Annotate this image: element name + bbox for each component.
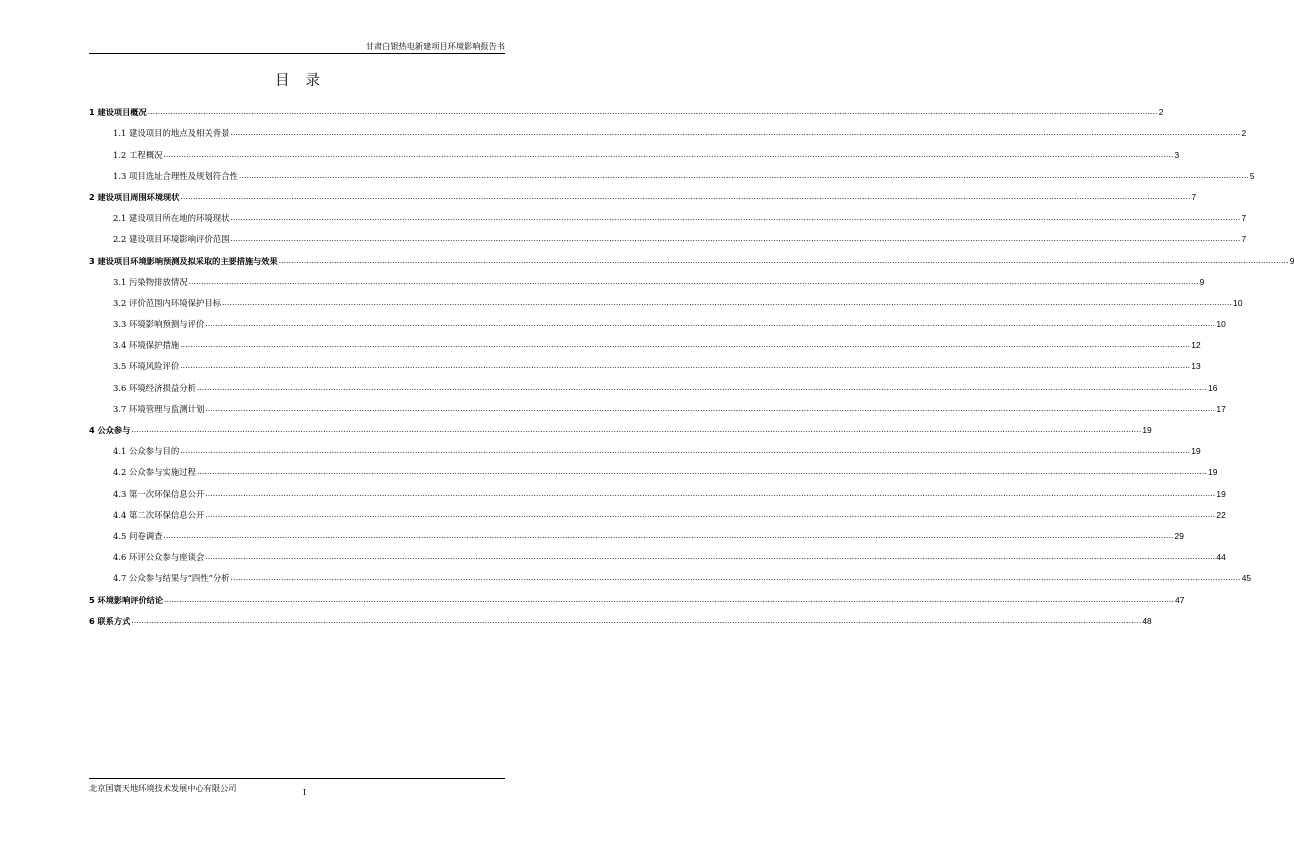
- toc-dot-leader: ................................................................................................................................................................................................................................................................................................................................................................................................................: [147, 108, 1158, 117]
- toc-dot-leader: ................................................................................................................................................................................................................................................................................................................................................................................................................: [180, 192, 1191, 201]
- toc-chapter-entry[interactable]: [89, 607, 1152, 628]
- toc-entry-page: 9: [1289, 255, 1294, 266]
- toc-section-entry[interactable]: [89, 501, 1226, 522]
- toc-section-entry[interactable]: [89, 268, 1205, 289]
- toc-section-entry[interactable]: [89, 119, 1247, 140]
- header-title: 甘肃白银热电新建项目环境影响报告书: [365, 41, 505, 51]
- toc-section-entry[interactable]: [89, 225, 1247, 246]
- toc-entry-label: 4.2 公众参与实施过程: [113, 467, 196, 478]
- toc-dot-leader: ................................................................................................................................................................................................................................................................................................................................................................................................................: [238, 171, 1249, 180]
- toc-entry-label: 2.2 建设项目环境影响评价范围: [113, 234, 230, 245]
- toc-entry-label: 4.6 环评公众参与座谈会: [113, 552, 205, 563]
- page-number: I: [303, 788, 307, 797]
- toc-dot-leader: ................................................................................................................................................................................................................................................................................................................................................................................................................: [205, 553, 1216, 562]
- toc-section-entry[interactable]: [89, 331, 1201, 352]
- table-of-contents: [89, 98, 1294, 628]
- toc-entry-label: 3.7 环境管理与监测计划: [113, 403, 205, 414]
- toc-entry-page: 47: [1175, 594, 1185, 605]
- toc-section-entry[interactable]: [89, 543, 1226, 564]
- toc-dot-leader: ................................................................................................................................................................................................................................................................................................................................................................................................................: [180, 341, 1191, 350]
- toc-dot-leader: ................................................................................................................................................................................................................................................................................................................................................................................................................: [230, 574, 1241, 583]
- toc-entry-page: 7: [1241, 213, 1247, 224]
- toc-entry-label: 3.2 评价范围内环境保护目标: [113, 297, 222, 308]
- toc-chapter-entry[interactable]: [89, 246, 1294, 267]
- toc-chapter-entry[interactable]: [89, 416, 1152, 437]
- toc-entry-label: 2 建设项目周围环境现状: [89, 191, 180, 202]
- toc-entry-page: 10: [1233, 297, 1243, 308]
- toc-section-entry[interactable]: [89, 289, 1243, 310]
- toc-section-entry[interactable]: [89, 458, 1218, 479]
- toc-section-entry[interactable]: [89, 204, 1247, 225]
- toc-entry-page: 48: [1142, 615, 1152, 626]
- toc-section-entry[interactable]: [89, 140, 1180, 161]
- toc-entry-label: 1.2 工程概况: [113, 149, 163, 160]
- toc-dot-leader: ................................................................................................................................................................................................................................................................................................................................................................................................................: [163, 531, 1174, 540]
- toc-entry-label: 4.5 问卷调查: [113, 530, 163, 541]
- toc-dot-leader: ................................................................................................................................................................................................................................................................................................................................................................................................................: [163, 150, 1174, 159]
- toc-entry-page: 7: [1191, 191, 1197, 202]
- toc-section-entry[interactable]: [89, 522, 1184, 543]
- toc-entry-page: 44: [1216, 552, 1226, 563]
- toc-entry-label: 1.1 建设项目的地点及相关背景: [113, 128, 230, 139]
- toc-entry-page: 13: [1191, 361, 1201, 372]
- toc-entry-page: 5: [1249, 170, 1255, 181]
- toc-entry-page: 2: [1158, 107, 1164, 118]
- toc-dot-leader: ................................................................................................................................................................................................................................................................................................................................................................................................................: [222, 298, 1233, 307]
- toc-entry-label: 3.3 环境影响预测与评价: [113, 319, 205, 330]
- toc-dot-leader: ................................................................................................................................................................................................................................................................................................................................................................................................................: [196, 383, 1208, 392]
- toc-entry-label: 6 联系方式: [89, 615, 131, 626]
- toc-dot-leader: ................................................................................................................................................................................................................................................................................................................................................................................................................: [180, 362, 1191, 371]
- toc-entry-label: 5 环境影响评价结论: [89, 594, 164, 605]
- toc-section-entry[interactable]: [89, 373, 1218, 394]
- toc-section-entry[interactable]: [89, 352, 1201, 373]
- toc-entry-page: 22: [1216, 509, 1226, 520]
- toc-entry-label: 3.5 环境风险评价: [113, 361, 180, 372]
- toc-entry-label: 2.1 建设项目所在地的环境现状: [113, 213, 230, 224]
- toc-dot-leader: ................................................................................................................................................................................................................................................................................................................................................................................................................: [230, 129, 1241, 138]
- toc-dot-leader: ................................................................................................................................................................................................................................................................................................................................................................................................................: [230, 214, 1241, 223]
- page-footer: [89, 778, 505, 799]
- toc-entry-label: 4.1 公众参与目的: [113, 446, 180, 457]
- toc-dot-leader: ................................................................................................................................................................................................................................................................................................................................................................................................................: [180, 447, 1191, 456]
- toc-section-entry[interactable]: [89, 395, 1226, 416]
- toc-entry-label: 3.6 环境经济损益分析: [113, 382, 196, 393]
- toc-entry-page: 10: [1216, 319, 1226, 330]
- page-header: [89, 40, 505, 54]
- toc-dot-leader: ................................................................................................................................................................................................................................................................................................................................................................................................................: [196, 468, 1208, 477]
- toc-section-entry[interactable]: [89, 564, 1252, 585]
- toc-dot-leader: ................................................................................................................................................................................................................................................................................................................................................................................................................: [131, 426, 1142, 434]
- toc-entry-page: 17: [1216, 403, 1226, 414]
- toc-chapter-entry[interactable]: [89, 183, 1197, 204]
- toc-entry-page: 45: [1241, 573, 1252, 584]
- toc-entry-page: 29: [1174, 530, 1184, 541]
- toc-dot-leader: ................................................................................................................................................................................................................................................................................................................................................................................................................: [188, 277, 1199, 286]
- toc-section-entry[interactable]: [89, 162, 1255, 183]
- toc-dot-leader: ................................................................................................................................................................................................................................................................................................................................................................................................................: [230, 235, 1241, 244]
- toc-dot-leader: ................................................................................................................................................................................................................................................................................................................................................................................................................: [278, 256, 1289, 265]
- toc-dot-leader: ................................................................................................................................................................................................................................................................................................................................................................................................................: [205, 489, 1216, 498]
- toc-section-entry[interactable]: [89, 479, 1226, 500]
- toc-entry-page: 7: [1241, 234, 1247, 245]
- toc-entry-label: 3.1 污染物排放情况: [113, 276, 188, 287]
- toc-section-entry[interactable]: [89, 310, 1226, 331]
- toc-entry-label: 4.3 第一次环保信息公开: [113, 488, 205, 499]
- toc-entry-page: 19: [1142, 425, 1152, 435]
- toc-dot-leader: ................................................................................................................................................................................................................................................................................................................................................................................................................: [131, 616, 1142, 625]
- toc-chapter-entry[interactable]: [89, 98, 1164, 119]
- toc-entry-label: 4.7 公众参与结果与“四性”分析: [113, 573, 230, 584]
- toc-chapter-entry[interactable]: [89, 585, 1185, 606]
- toc-entry-label: 4.4 第二次环保信息公开: [113, 509, 205, 520]
- toc-entry-label: 3 建设项目环境影响预测及拟采取的主要措施与效果: [89, 255, 278, 266]
- toc-entry-label: 3.4 环境保护措施: [113, 340, 180, 351]
- toc-entry-page: 9: [1199, 276, 1205, 287]
- toc-entry-page: 16: [1208, 382, 1218, 393]
- toc-entry-label: 4 公众参与: [89, 425, 131, 435]
- toc-entry-page: 2: [1241, 128, 1247, 139]
- footer-organization: 北京国寰天地环境技术发展中心有限公司: [89, 783, 237, 793]
- toc-entry-label: 1.3 项目选址合理性及规划符合性: [113, 170, 238, 181]
- toc-dot-leader: ................................................................................................................................................................................................................................................................................................................................................................................................................: [205, 320, 1216, 329]
- toc-dot-leader: ................................................................................................................................................................................................................................................................................................................................................................................................................: [164, 595, 1175, 604]
- toc-section-entry[interactable]: [89, 437, 1201, 458]
- toc-title: 目录: [275, 73, 336, 89]
- toc-dot-leader: ................................................................................................................................................................................................................................................................................................................................................................................................................: [205, 510, 1216, 519]
- toc-entry-page: 12: [1191, 340, 1201, 351]
- toc-entry-page: 19: [1208, 467, 1218, 478]
- toc-entry-label: 1 建设项目概况: [89, 107, 147, 118]
- toc-entry-page: 19: [1216, 488, 1226, 499]
- toc-entry-page: 3: [1174, 149, 1180, 160]
- toc-entry-page: 19: [1191, 446, 1201, 457]
- toc-dot-leader: ................................................................................................................................................................................................................................................................................................................................................................................................................: [205, 404, 1216, 413]
